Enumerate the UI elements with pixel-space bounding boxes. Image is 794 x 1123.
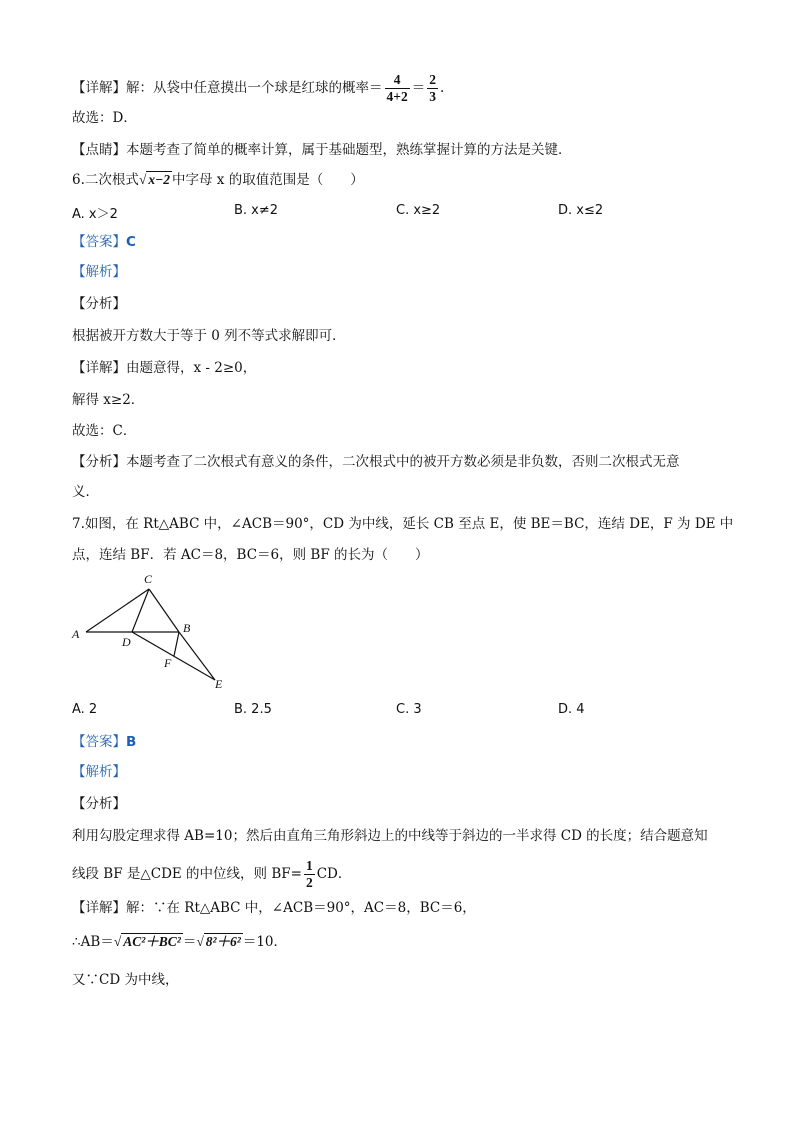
label-f: F [164, 656, 172, 670]
triangle-diagram [66, 568, 236, 692]
question-7-line-1: 7.如图，在 Rt△ABC 中，∠ACB＝90°，CD 为中线，延长 CB 至点 E，使 BE＝BC，连结 DE，F 为 DE 中 [72, 516, 734, 532]
q7-analysis-1: 利用勾股定理求得 AB=10；然后由直角三角形斜边上的中线等于斜边的一半求得 CD 的长度；结合题意知 [72, 828, 708, 844]
q6-option-d: D. x≤2 [558, 203, 604, 218]
comment-tag: 【点睛】 [72, 142, 126, 158]
label-b: B [183, 621, 191, 635]
explanation-line-1: 【详解】解：从袋中任意摸出一个球是红球的概率＝ $\frac{4}{4+2}$ ＝ $\frac{2}{3}$ . [72, 72, 445, 104]
label-e: E [215, 677, 223, 691]
comment-line: 【点睛】本题考查了简单的概率计算，属于基础题型，熟练掌握计算的方法是关键． [72, 142, 572, 158]
q7-answer: 【答案】B [72, 734, 137, 750]
q7-option-d: D. 4 [558, 702, 585, 717]
detail-tag: 【详解】 [72, 80, 126, 96]
q7-ab-computation: ∴AB＝√ AC²＋BC² ＝√ 8²＋6² ＝10． [72, 934, 288, 950]
q6-solve: 解得 x≥2． [72, 392, 145, 408]
q7-option-b: B. 2.5 [234, 702, 272, 717]
q6-jiexi-tag: 【解析】 [72, 264, 126, 280]
label-c: C [144, 572, 153, 586]
q6-detail: 【详解】由题意得，x - 2≥0， [72, 360, 257, 376]
segment-cb [149, 589, 179, 632]
fraction-one-half: $\frac{1}{2}$ [305, 858, 313, 890]
segment-fb [174, 632, 179, 656]
q7-detail: 【详解】解：∵在 Rt△ABC 中，∠ACB＝90°，AC＝8，BC＝6， [72, 900, 476, 916]
q6-fenxi-tag: 【分析】 [72, 296, 126, 312]
q6-summary-cont: 义． [72, 484, 99, 500]
q6-analysis: 根据被开方数大于等于 0 列不等式求解即可． [72, 328, 346, 344]
q6-option-c: C. x≥2 [396, 203, 441, 218]
fraction-4-over-6: $\frac{4}{4+2}$ [386, 72, 408, 104]
radical-ac-bc: √ AC²＋BC² [113, 934, 181, 949]
q7-jiexi-tag: 【解析】 [72, 764, 126, 780]
segment-de [132, 632, 215, 680]
choose-line: 故选：D． [72, 110, 137, 126]
q7-fenxi-tag: 【分析】 [72, 796, 126, 812]
segment-ac [86, 589, 149, 632]
radical-8-6: √ 8²＋6² [196, 934, 241, 949]
q6-option-a: A. x＞2 [72, 207, 118, 222]
label-d: D [122, 635, 131, 649]
question-7-line-2: 点，连结 BF．若 AC＝8，BC＝6，则 BF 的长为（ ） [72, 547, 429, 563]
segment-be [179, 632, 215, 680]
q6-option-b: B. x≠2 [234, 203, 279, 218]
fraction-2-over-3: $\frac{2}{3}$ [429, 72, 436, 104]
radical-expression: √ x−2 [138, 172, 170, 187]
explanation-text: 解：从袋中任意摸出一个球是红球的概率＝ [126, 80, 383, 96]
q6-choose: 故选：C． [72, 423, 137, 439]
q7-option-a: A. 2 [72, 702, 98, 717]
q6-summary: 【分析】本题考查了二次根式有意义的条件，二次根式中的被开方数必须是非负数，否则二次根式无意 [72, 454, 680, 470]
question-6: 6.二次根式√ x−2 中字母 x 的取值范围是（ ） [72, 172, 364, 188]
q7-option-c: C. 3 [396, 702, 422, 717]
q6-answer: 【答案】C [72, 234, 136, 250]
label-a: A [72, 627, 80, 641]
q7-analysis-2: 线段 BF 是△CDE 的中位线，则 BF= $\frac{1}{2}$ CD． [72, 858, 352, 890]
q7-median: 又∵CD 为中线， [72, 972, 179, 988]
